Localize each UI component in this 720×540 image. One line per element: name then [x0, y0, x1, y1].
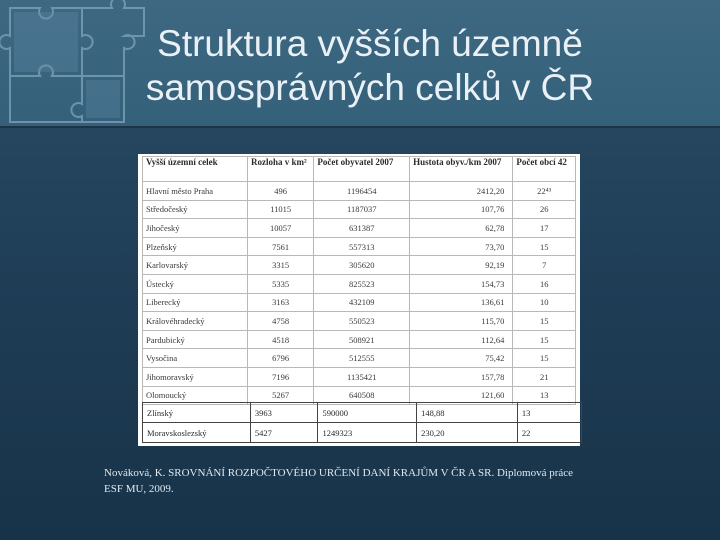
cell-municipalities: 13: [517, 403, 581, 423]
cell-density: 92,19: [410, 256, 513, 275]
cell-area: 496: [247, 182, 313, 201]
cell-population: 512555: [314, 349, 410, 368]
cell-region: Karlovarský: [143, 256, 248, 275]
cell-population: 1135421: [314, 367, 410, 386]
table-row: [143, 312, 576, 331]
header-density: Hustota obyv./km 2007: [410, 157, 513, 182]
cell-municipalities: 15: [513, 312, 576, 331]
cell-region: Zlínský: [143, 403, 251, 423]
header-population: Počet obyvatel 2007: [314, 157, 410, 182]
cell-region: Vysočina: [143, 349, 248, 368]
cell-municipalities: 7: [513, 256, 576, 275]
cell-density: 115,70: [410, 312, 513, 331]
table-row: [143, 256, 576, 275]
cell-area: 10057: [247, 219, 313, 238]
cell-area: 5267: [247, 386, 313, 405]
caption-line-1: Nováková, K. SROVNÁNÍ ROZPOČTOVÉHO URČENÍ DANÍ KRAJŮM V ČR A SR. Diplomová práce: [104, 467, 574, 479]
table-row: [143, 274, 576, 293]
cell-density: 62,78: [410, 219, 513, 238]
cell-region: Olomoucký: [143, 386, 248, 405]
cell-area: 4518: [247, 330, 313, 349]
header-region: Vyšší územní celek: [143, 157, 248, 182]
title-line-2: samosprávných celků v ČR: [145, 67, 595, 108]
cell-density: 148,88: [417, 403, 518, 423]
cell-municipalities: 13: [513, 386, 576, 405]
cell-municipalities: 15: [513, 330, 576, 349]
caption-line-2: ESF MU, 2009.: [104, 483, 174, 495]
cell-municipalities: 26: [513, 200, 576, 219]
cell-region: Moravskoslezský: [143, 423, 251, 443]
cell-area: 7196: [247, 367, 313, 386]
table-row: [143, 219, 576, 238]
cell-density: 136,61: [410, 293, 513, 312]
cell-population: 305620: [314, 256, 410, 275]
cell-region: Ústecký: [143, 274, 248, 293]
cell-municipalities: 21: [513, 367, 576, 386]
cell-municipalities: 15: [513, 349, 576, 368]
cell-area: 3315: [247, 256, 313, 275]
cell-area: 6796: [247, 349, 313, 368]
cell-population: 1196454: [314, 182, 410, 201]
table-image: [138, 154, 580, 446]
table-row: [143, 423, 582, 443]
cell-population: 508921: [314, 330, 410, 349]
cell-area: 3963: [250, 403, 318, 423]
title-line-1: Struktura vyšších územně: [157, 23, 583, 64]
table-header-row: [143, 157, 576, 182]
cell-municipalities: 17: [513, 219, 576, 238]
cell-population: 590000: [318, 403, 417, 423]
cell-density: 107,76: [410, 200, 513, 219]
cell-population: 557313: [314, 237, 410, 256]
header-area: Rozloha v km²: [247, 157, 313, 182]
cell-area: 4758: [247, 312, 313, 331]
cell-region: Hlavní město Praha: [143, 182, 248, 201]
regions-table: [142, 156, 576, 405]
cell-area: 5427: [250, 423, 318, 443]
cell-region: Liberecký: [143, 293, 248, 312]
cell-area: 7561: [247, 237, 313, 256]
cell-municipalities: 10: [513, 293, 576, 312]
table-row: [143, 237, 576, 256]
header-municipalities: Počet obcí 42: [513, 157, 576, 182]
cell-density: 157,78: [410, 367, 513, 386]
table-row: [143, 403, 582, 423]
cell-population: 1187037: [314, 200, 410, 219]
cell-density: 154,73: [410, 274, 513, 293]
table-row: [143, 330, 576, 349]
cell-population: 825523: [314, 274, 410, 293]
cell-area: 5335: [247, 274, 313, 293]
cell-density: 121,60: [410, 386, 513, 405]
cell-density: 73,70: [410, 237, 513, 256]
regions-table-continued: [142, 402, 582, 443]
cell-area: 11015: [247, 200, 313, 219]
cell-region: Pardubický: [143, 330, 248, 349]
cell-region: Plzeňský: [143, 237, 248, 256]
cell-municipalities: 16: [513, 274, 576, 293]
table-row: [143, 182, 576, 201]
cell-municipalities: 22: [517, 423, 581, 443]
cell-density: 112,64: [410, 330, 513, 349]
cell-population: 631387: [314, 219, 410, 238]
table-row: [143, 200, 576, 219]
cell-population: 432109: [314, 293, 410, 312]
cell-population: 640508: [314, 386, 410, 405]
cell-population: 1249323: [318, 423, 417, 443]
table-row: [143, 293, 576, 312]
cell-municipalities: 22⁴³: [513, 182, 576, 201]
cell-region: Jihomoravský: [143, 367, 248, 386]
source-caption: [104, 465, 644, 497]
cell-area: 3163: [247, 293, 313, 312]
cell-municipalities: 15: [513, 237, 576, 256]
table-row: [143, 349, 576, 368]
cell-region: Královéhradecký: [143, 312, 248, 331]
table-row: [143, 367, 576, 386]
cell-region: Středočeský: [143, 200, 248, 219]
cell-density: 75,42: [410, 349, 513, 368]
cell-population: 550523: [314, 312, 410, 331]
cell-density: 2412,20: [410, 182, 513, 201]
cell-region: Jihočeský: [143, 219, 248, 238]
cell-density: 230,20: [417, 423, 518, 443]
slide-title: [120, 22, 620, 110]
